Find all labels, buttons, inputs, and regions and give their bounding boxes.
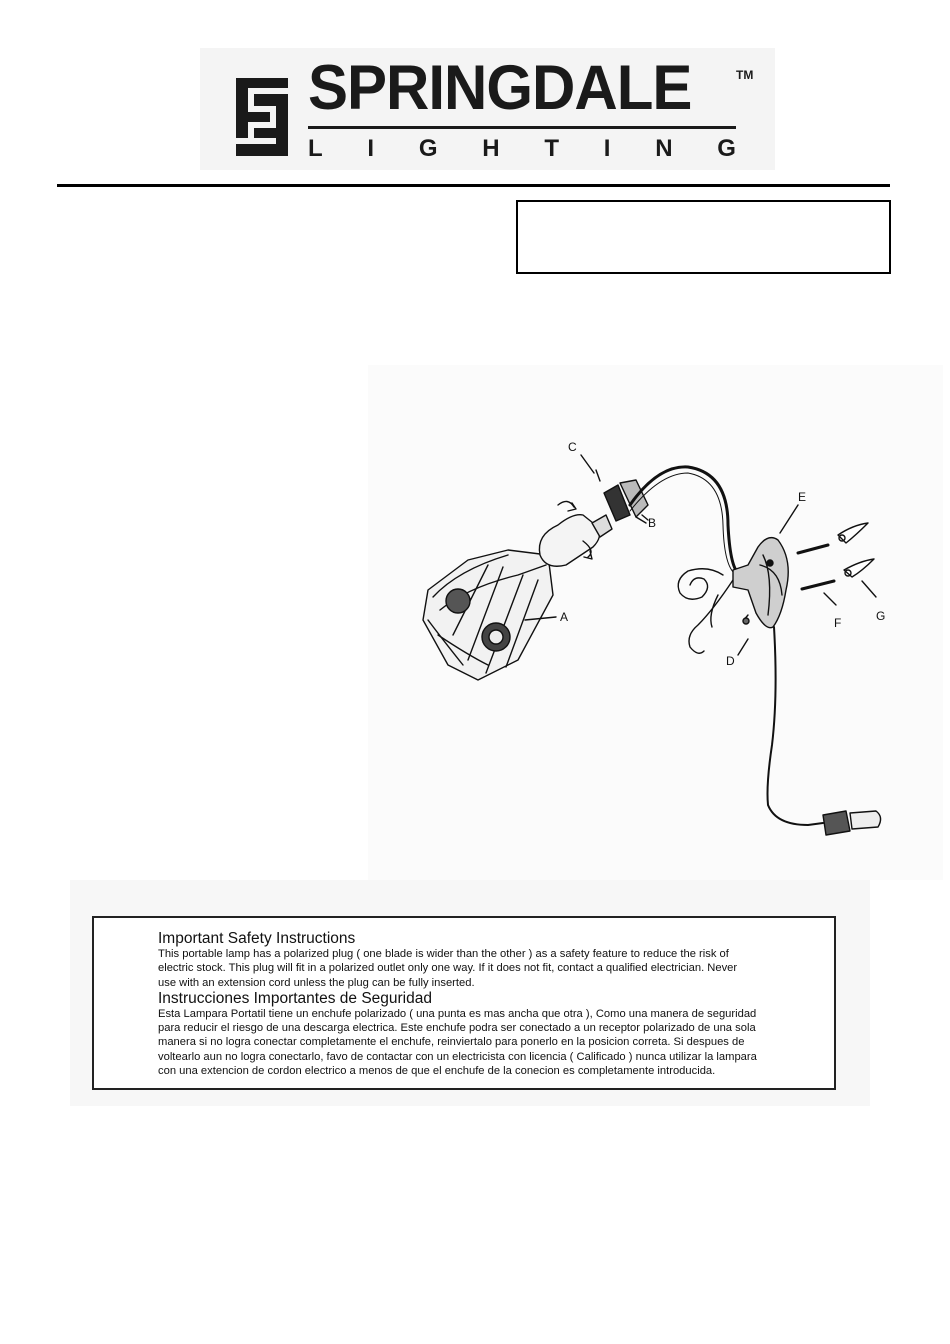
label-part-a: A <box>560 610 569 624</box>
lamp-shade-illustration <box>423 550 553 680</box>
safety-text-line: Esta Lampara Portatil tiene un enchufe polarizado ( una punta es mas ancha que otra ), Como una manera de seguridad <box>158 1007 757 1020</box>
screws-illustration <box>798 545 834 589</box>
brand-tagline <box>308 135 736 163</box>
safety-text-line: manera si no logra conectar completamente el enchufe, reinviertalo para ponerlo en la posicion correta. Si despues de <box>158 1036 745 1049</box>
label-part-g: G <box>876 609 886 623</box>
brand-trademark: TM <box>736 68 754 82</box>
tagline-letter: H <box>482 135 500 162</box>
safety-text-line: voltearlo aun no logra conectarlo, favo de contactar con un electricista con licencia ( Calificado ) nunca utilizar la lampara <box>158 1050 757 1063</box>
label-part-c: C <box>568 440 577 454</box>
safety-text-line: This portable lamp has a polarized plug ( one blade is wider than the other ) as a safety feature to reduce the risk of <box>158 948 729 960</box>
label-part-b: B <box>648 516 657 530</box>
tagline-letter: I <box>367 135 375 162</box>
brand-name: SPRINGDALE <box>308 52 692 123</box>
backplate-illustration <box>733 538 788 628</box>
tagline-letter: L <box>308 135 323 162</box>
safety-text-line: electric stock. This plug will fit in a polarized outlet only one way. If it does not fit, contact a qualified electrician. Never <box>158 962 738 975</box>
lamp-arm-illustration <box>630 467 738 653</box>
light-bulb-illustration <box>539 501 612 566</box>
logo-divider <box>308 126 736 129</box>
tagline-letter: T <box>544 135 560 162</box>
safety-title-spanish: Instrucciones Importantes de Seguridad <box>158 989 432 1007</box>
safety-title-english: Important Safety Instructions <box>158 930 356 947</box>
safety-text-line: con una extencion de cordon electrico a menos de que el enchufe de la conecion es completamente introducida. <box>158 1065 716 1078</box>
tagline-letter: I <box>603 135 611 162</box>
label-part-d: D <box>726 654 735 668</box>
label-part-f: F <box>834 616 842 630</box>
model-info-box <box>516 200 891 274</box>
safety-text-line: para reducir el riesgo de una descarga electrica. Este enchufe podra ser conectado a un receptor polarizado de una sola <box>158 1022 756 1035</box>
wall-anchors-illustration <box>838 523 874 577</box>
socket-illustration <box>596 470 648 523</box>
springdale-logo-mark-icon <box>236 78 288 156</box>
label-part-e: E <box>798 490 807 504</box>
tagline-letter: G <box>717 135 736 162</box>
cord-and-plug-illustration <box>768 627 881 835</box>
assembly-diagram <box>368 365 943 880</box>
safety-text-line: use with an extension cord unless the plug can be fully inserted. <box>158 976 475 989</box>
tagline-letter: G <box>418 135 438 162</box>
header-divider <box>57 184 890 187</box>
safety-instructions-box <box>92 916 836 1090</box>
tagline-letter: N <box>655 135 673 162</box>
